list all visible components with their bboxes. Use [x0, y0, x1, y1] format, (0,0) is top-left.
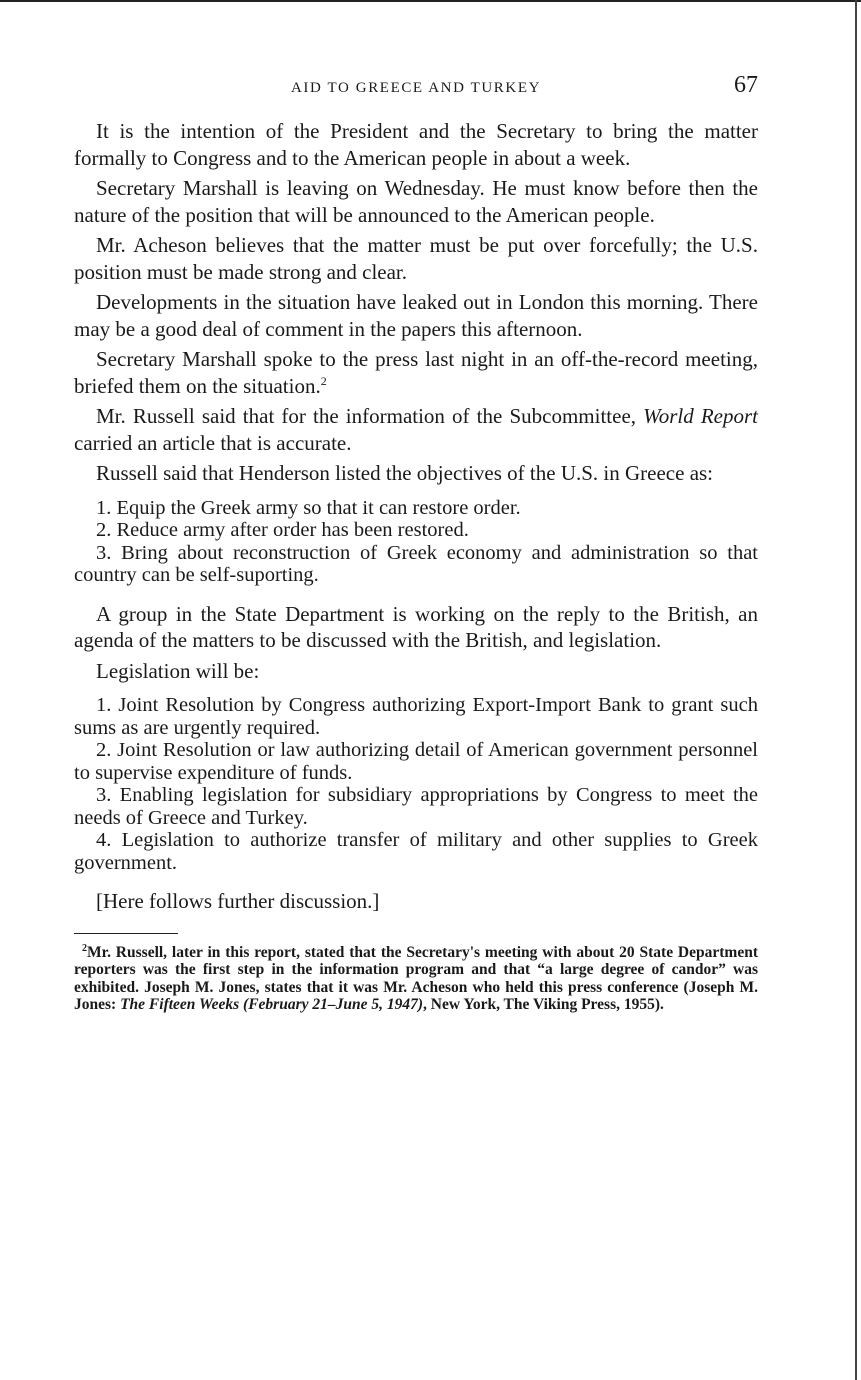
objective-item: 1. Equip the Greek army so that it can restore order.: [96, 496, 521, 519]
paragraph-objectives-intro: Russell said that Henderson listed the objectives of the U.S. in Greece as:: [96, 461, 714, 485]
legislation-item: 2. Joint Resolution or law authorizing detail of American government personnel to supervise expenditure of funds.: [74, 739, 758, 784]
world-report-title: World Report: [643, 404, 758, 428]
document-page: [74, 70, 758, 1014]
footnote-text-a: Mr. Russell, later in this report, stated that the Secretary's meeting with about 20 State Department reporters was the first step in the information program and that “a large degree of candor” was exhibited. Joseph M. Jones, states that it was Mr. Acheson who held this press conference (Joseph M. Jones:: [74, 943, 758, 1013]
footnote-mark: 2: [82, 942, 87, 954]
footnote-reference: 2: [320, 373, 327, 388]
running-title: AID TO GREECE AND TURKEY: [290, 80, 542, 96]
page-number: 67: [734, 72, 758, 98]
legislation-item: 3. Enabling legislation for subsidiary appropriations by Congress to meet the needs of Greece and Turkey.: [74, 784, 758, 829]
paragraph-world-report: [74, 403, 758, 456]
legislation-item: 4. Legislation to authorize transfer of military and other supplies to Greek government.: [74, 829, 758, 874]
top-border-rule: [0, 0, 861, 2]
paragraph-marshall-leaving: Secretary Marshall is leaving on Wednesday. He must know before then the nature of the position that will be announced to the American people.: [74, 176, 758, 227]
paragraph-leaked: Developments in the situation have leaked out in London this morning. There may be a good deal of comment in the papers this afternoon.: [74, 290, 758, 341]
paragraph-acheson: Mr. Acheson believes that the matter must be put over forcefully; the U.S. position must be made strong and clear.: [74, 233, 758, 284]
objectives-list: [74, 497, 758, 587]
paragraph-press-meeting: [74, 346, 758, 399]
running-header: [74, 70, 758, 104]
footnote-text-b: , New York, The Viking Press, 1955).: [423, 996, 664, 1013]
closing-note: [Here follows further discussion.]: [96, 889, 380, 913]
legislation-list: [74, 694, 758, 874]
paragraph-intention: It is the intention of the President and the Secretary to bring the matter formally to Congress and to the American people in about a week.: [74, 119, 758, 170]
objective-item: 3. Bring about reconstruction of Greek economy and administration so that country can be self-suporting.: [74, 541, 758, 586]
footnote-book-title: The Fifteen Weeks (February 21–June 5, 1947): [120, 996, 424, 1013]
world-report-after: carried an article that is accurate.: [74, 430, 352, 455]
right-border-rule: [855, 0, 857, 1380]
legislation-item: 1. Joint Resolution by Congress authorizing Export-Import Bank to grant such sums as are urgently required.: [74, 694, 758, 739]
objective-item: 2. Reduce army after order has been restored.: [96, 519, 469, 541]
press-meeting-text: Secretary Marshall spoke to the press last night in an off-the-record meeting, briefed them on the situation.: [74, 347, 758, 398]
paragraph-state-department-group: A group in the State Department is working on the reply to the British, an agenda of the matters to be discussed with the British, and legislation.: [74, 601, 758, 652]
footnote: [74, 944, 758, 1014]
footnote-divider: [74, 933, 178, 934]
world-report-before: Mr. Russell said that for the information of the Subcommittee,: [96, 404, 644, 428]
paragraph-legislation-intro: Legislation will be:: [96, 658, 260, 683]
